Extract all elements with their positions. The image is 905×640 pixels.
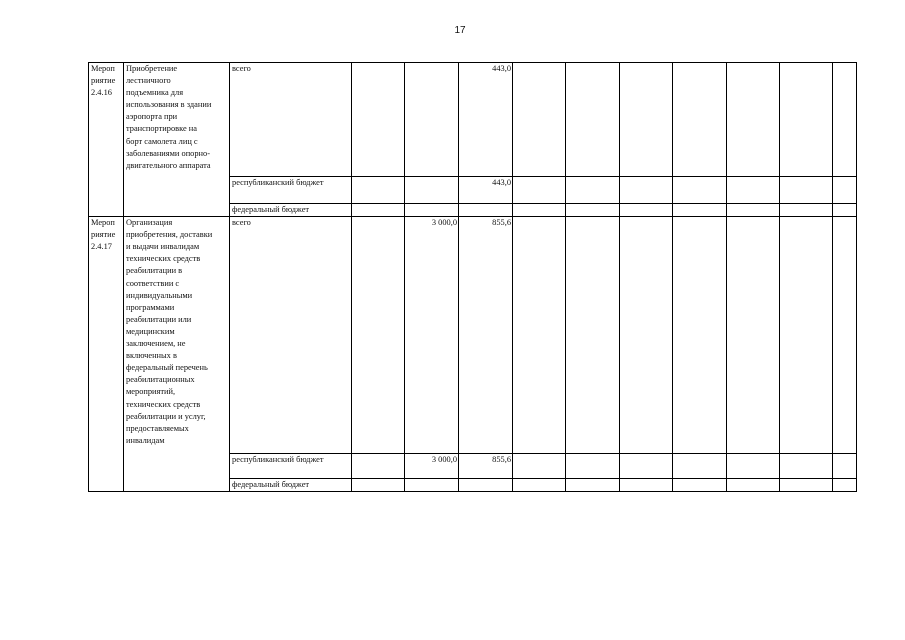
value-cell	[620, 217, 673, 454]
value-cell: 855,6	[459, 454, 513, 479]
value-cell	[780, 177, 833, 204]
measure-name: Приобретение лестничного подъемника для использования в здании аэропорта при транспортировке на борт самолета лиц с заболеваниями опорно- двигательного аппарата	[124, 63, 230, 217]
value-cell	[566, 479, 620, 492]
value-cell	[405, 63, 459, 177]
measure-code: Мероп риятие 2.4.17	[89, 217, 124, 492]
value-cell	[459, 204, 513, 217]
value-cell	[620, 204, 673, 217]
value-cell	[566, 63, 620, 177]
value-cell	[673, 479, 727, 492]
value-cell	[833, 454, 857, 479]
value-cell	[673, 177, 727, 204]
value-cell	[673, 204, 727, 217]
value-cell	[727, 177, 780, 204]
table-row	[89, 217, 857, 454]
value-cell	[405, 177, 459, 204]
value-cell	[620, 479, 673, 492]
funding-source-label: всего	[230, 217, 352, 454]
measure-code: Мероп риятие 2.4.16	[89, 63, 124, 217]
value-cell: 855,6	[459, 217, 513, 454]
value-cell	[513, 63, 566, 177]
value-cell	[780, 217, 833, 454]
value-cell	[727, 204, 780, 217]
value-cell	[352, 63, 405, 177]
value-cell	[620, 454, 673, 479]
value-cell: 443,0	[459, 63, 513, 177]
funding-source-label: всего	[230, 63, 352, 177]
value-cell	[352, 217, 405, 454]
value-cell	[513, 217, 566, 454]
value-cell	[780, 454, 833, 479]
value-cell	[352, 204, 405, 217]
value-cell	[673, 217, 727, 454]
value-cell	[727, 479, 780, 492]
value-cell	[780, 63, 833, 177]
value-cell	[566, 177, 620, 204]
value-cell	[833, 479, 857, 492]
value-cell	[620, 177, 673, 204]
value-cell	[352, 479, 405, 492]
value-cell	[780, 479, 833, 492]
value-cell	[566, 217, 620, 454]
budget-table	[88, 62, 857, 492]
value-cell	[673, 454, 727, 479]
value-cell	[566, 454, 620, 479]
value-cell	[727, 217, 780, 454]
measure-name: Организация приобретения, доставки и выдачи инвалидам технических средств реабилитации в соответствии с индивидуальными программами реабилитации или медицинским заключением, не включенных в федеральный перечень реабилитационных мероприятий, технических средств реабилитации и услуг, предоставляемых инвалидам	[124, 217, 230, 492]
value-cell	[673, 63, 727, 177]
value-cell	[727, 454, 780, 479]
value-cell: 443,0	[459, 177, 513, 204]
value-cell	[833, 177, 857, 204]
value-cell	[566, 204, 620, 217]
value-cell	[727, 63, 780, 177]
value-cell	[833, 217, 857, 454]
value-cell	[833, 204, 857, 217]
value-cell	[620, 63, 673, 177]
value-cell	[405, 479, 459, 492]
value-cell	[833, 63, 857, 177]
page-number: 17	[454, 25, 466, 36]
value-cell	[513, 204, 566, 217]
value-cell	[513, 177, 566, 204]
funding-source-label: федеральный бюджет	[230, 204, 352, 217]
value-cell	[352, 454, 405, 479]
value-cell: 3 000,0	[405, 217, 459, 454]
value-cell	[405, 204, 459, 217]
value-cell	[513, 454, 566, 479]
funding-source-label: федеральный бюджет	[230, 479, 352, 492]
value-cell	[459, 479, 513, 492]
funding-source-label: республиканский бюджет	[230, 454, 352, 479]
value-cell: 3 000,0	[405, 454, 459, 479]
value-cell	[513, 479, 566, 492]
value-cell	[780, 204, 833, 217]
table-row	[89, 63, 857, 177]
value-cell	[352, 177, 405, 204]
funding-source-label: республиканский бюджет	[230, 177, 352, 204]
